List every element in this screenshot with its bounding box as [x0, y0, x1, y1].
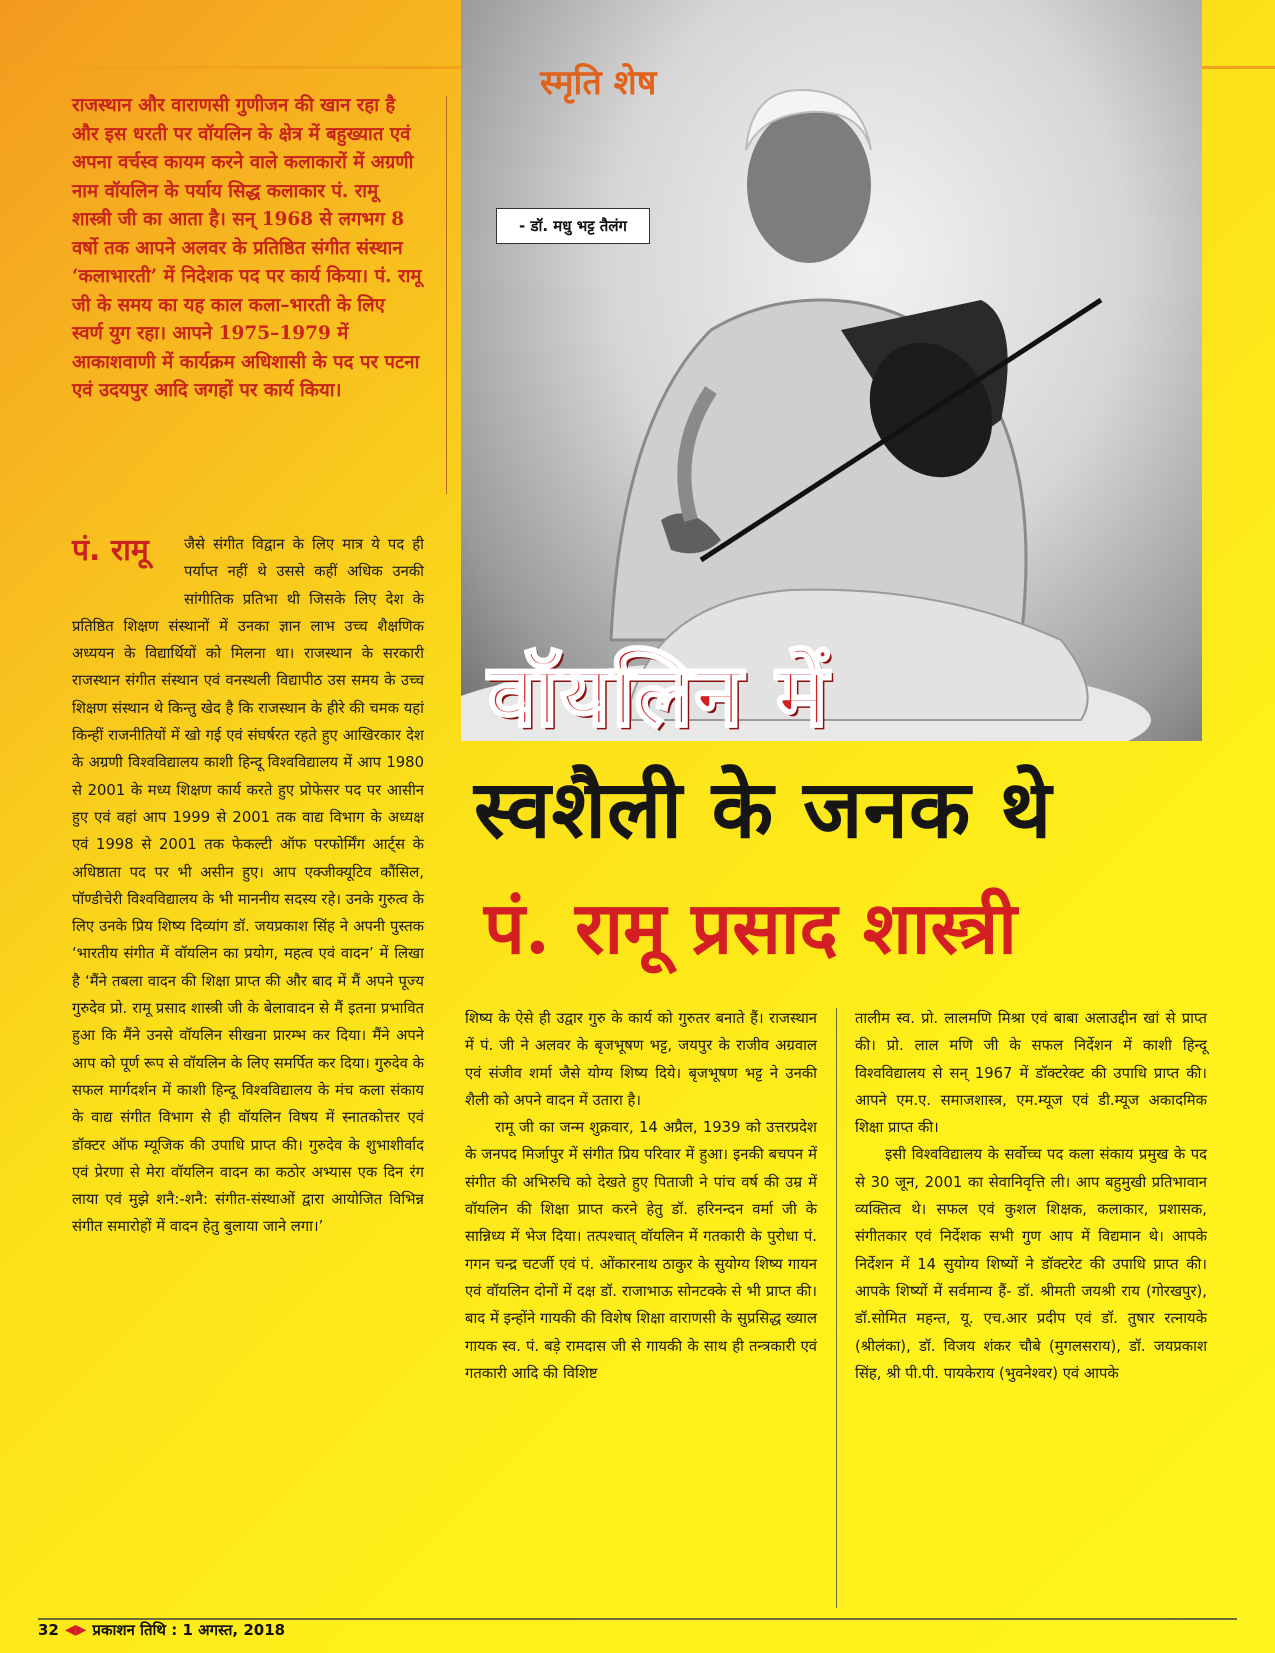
dropcap-name: पं. रामू [72, 533, 149, 568]
violinist-illustration [461, 0, 1202, 741]
body-column-1-text: जैसे संगीत विद्वान के लिए मात्र ये पद ही पर्याप्त नहीं थे उससे कहीं अधिक उनकी सांगीतिक प्रतिभा थी जिसके लिए देश के प्रतिष्ठित शिक्षण संस्थानों में उनका ज्ञान लाभ उच्च शैक्षणिक अध्ययन के विद्यार्थियों को मिलना था। राजस्थान के सरकारी राजस्थान संगीत संस्थान एवं वनस्थली विद्यापीठ उस समय के उच्च शिक्षण संस्थान थे किन्तु खेद है कि राजस्थान के हीरे की चमक यहां किन्हीं राजनीतियों में खो गई एवं संघर्षरत रहते हुए आखिरकार देश के अग्रणी विश्वविद्यालय काशी हिन्दू विश्वविद्यालय में आप 1980 से 2001 के मध्य शिक्षण कार्य करते हुए प्रोफेसर पद पर आसीन हुए एवं वहां आप 1999 से 2001 तक वाद्य विभाग के अध्यक्ष एवं 1998 से 2001 तक फेकल्टी ऑफ परफोर्मिंग आर्ट्स के अधिष्ठाता पद पर भी असीन हुए। आप एक्जीक्यूटिव कौंसिल, पॉण्डीचेरी विश्वविद्यालय के भी माननीय सदस्य रहे। उनके गुरुत्व के लिए उनके प्रिय शिष्य दिव्यांग डॉ. जयप्रकाश सिंह ने अपनी पुस्तक ‘भारतीय संगीत में वॉयलिन का प्रयोग, महत्व एवं वादन’ में लिखा है ‘मैंने तबला वादन की शिक्षा प्राप्त की और बाद में मैं अपने पूज्य गुरुदेव प्रो. रामू प्रसाद शास्त्री जी के बेलावादन से मैं इतना प्रभावित हुआ कि मैंने उनसे वॉयलिन सीखना प्रारम्भ कर दिया। मैंने अपने आप को पूर्ण रूप से वॉयलिन के लिए समर्पित कर दिया। गुरुदेव के सफल मार्गदर्शन में काशी हिन्दू विश्वविद्यालय के मंच कला संकाय के वाद्य संगीत विभाग से ही वॉयलिन विषय में स्नातकोत्तर एवं डॉक्टर ऑफ म्यूजिक की उपाधि प्राप्त की। गुरुदेव के शुभाशीर्वाद एवं प्रेरणा से मेरा वॉयलिन वादन का कठोर अभ्यास एक दिन रंग लाया एवं मुझे शनै:-शनै: संगीत-संस्थाओं द्वारा आयोजित विभिन्न संगीत समारोहों में वादन हेतु बुलाया जाने लगा।’ [72, 536, 424, 1236]
headline-line-3: पं. रामू प्रसाद शास्त्री [484, 885, 1017, 970]
column-divider [836, 1008, 837, 1608]
headline-line-1: वॉयलिन में [488, 646, 830, 746]
intro-divider [446, 96, 447, 494]
body-column-2-paragraph-2: रामू जी का जन्म शुक्रवार, 14 अप्रैल, 1939 को उत्तरप्रदेश के जनपद मिर्जापुर में संगीत प्रिय परिवार में हुआ। इनकी बचपन में संगीत की अभिरुचि को देखते हुए पिताजी ने पांच वर्ष की उम्र में वॉयलिन की शिक्षा प्राप्त करने हेतु डॉ. हरिनन्दन वर्मा जी के सान्निध्य में भेज दिया। तत्पश्चात् वॉयलिन में गतकारी के पुरोधा पं. गगन चन्द्र चटर्जी एवं पं. ओंकारनाथ ठाकुर के सुयोग्य शिष्य गायन एवं वॉयलिन दोनों में दक्ष डॉ. राजाभाऊ सोनटक्के से भी प्राप्त की। बाद में इन्होंने गायकी की विशेष शिक्षा वाराणसी के सुप्रसिद्ध ख्याल गायक स्व. पं. बड़े रामदास जी से गायकी के साथ ही तन्त्रकारी एवं गतकारी आदि की विशिष्ट [465, 1119, 817, 1382]
page-number: 32 [38, 1621, 59, 1639]
violinist-photo [461, 0, 1202, 741]
body-column-3-paragraph-2: इसी विश्वविद्यालय के सर्वोच्च पद कला संकाय प्रमुख के पद से 30 जून, 2001 का सेवानिवृत्ति ली। आप बहुमुखी प्रतिभावान व्यक्तित्व थे। सफल एवं कुशल शिक्षक, कलाकार, प्रशासक, संगीतकार एवं निर्देशक सभी गुण आप में विद्यमान थे। आपके निर्देशन में 14 सुयोग्य शिष्यों ने डॉक्टरेट की उपाधि प्राप्त की। आपके शिष्यों में सर्वमान्य हैं- डॉ. श्रीमती जयश्री राय (गोरखपुर), डॉ.सोमित महन्त, यू. एच.आर प्रदीप एवं डॉ. तुषार रत्नायके (श्रीलंका), डॉ. विजय शंकर चौबे (मुगलसराय), डॉ. जयप्रकाश सिंह, श्री पी.पी. पायकेराय (भुवनेश्वर) एवं आपके [855, 1146, 1207, 1382]
intro-summary: राजस्थान और वाराणसी गुणीजन की खान रहा है और इस धरती पर वॉयलिन के क्षेत्र में बहुख्यात एवं अपना वर्चस्व कायम करने वाले कलाकारों में अग्रणी नाम वॉयलिन के पर्याय सिद्ध कलाकार पं. रामू शास्त्री जी का आता है। सन् 1968 से लगभग 8 वर्षो तक आपने अलवर के प्रतिष्ठित संगीत संस्थान ‘कलाभारती’ में निदेशक पद पर कार्य किया। पं. रामू जी के समय का यह काल कला–भारती के लिए स्वर्ण युग रहा। आपने 1975–1979 में आकाशवाणी में कार्यक्रम अधिशासी के पद पर पटना एवं उदयपुर आदि जगहों पर कार्य किया। [72, 95, 422, 401]
body-column-2 [465, 1005, 817, 1387]
body-column-3 [855, 1005, 1207, 1387]
body-column-1 [72, 531, 424, 1241]
publication-date: प्रकाशन तिथि : 1 अगस्त, 2018 [92, 1621, 286, 1639]
author-byline: - डॉ. मधु भट्ट तैलंग [496, 208, 650, 244]
page-footer [38, 1620, 285, 1640]
section-kicker: स्मृति शेष [540, 63, 657, 103]
arrow-right-icon: ◀▶ [64, 1622, 87, 1638]
body-column-2-paragraph-1: शिष्य के ऐसे ही उद्वार गुरु के कार्य को गुरुतर बनाते हैं। राजस्थान में पं. जी ने अलवर के बृजभूषण भट्ट, जयपुर के राजीव अग्रवाल एवं संजीव शर्मा जैसे योग्य शिष्य दिये। बृजभूषण भट्ट ने उनकी शैली को अपने वादन में उतारा है। [465, 1010, 817, 1109]
headline-line-2: स्वशैली के जनक थे [474, 763, 1053, 856]
body-column-3-paragraph-1: तालीम स्व. प्रो. लालमणि मिश्रा एवं बाबा अलाउद्दीन खां से प्राप्त की। प्रो. लाल मणि जी के सफल निर्देशन में काशी हिन्दू विश्वविद्यालय से सन् 1967 में डॉक्टरेक्ट की उपाधि प्राप्त की। आपने एम.ए. समाजशास्त्र, एम.म्यूज एवं डी.म्यूज अकादमिक शिक्षा प्राप्त की। [855, 1010, 1207, 1137]
